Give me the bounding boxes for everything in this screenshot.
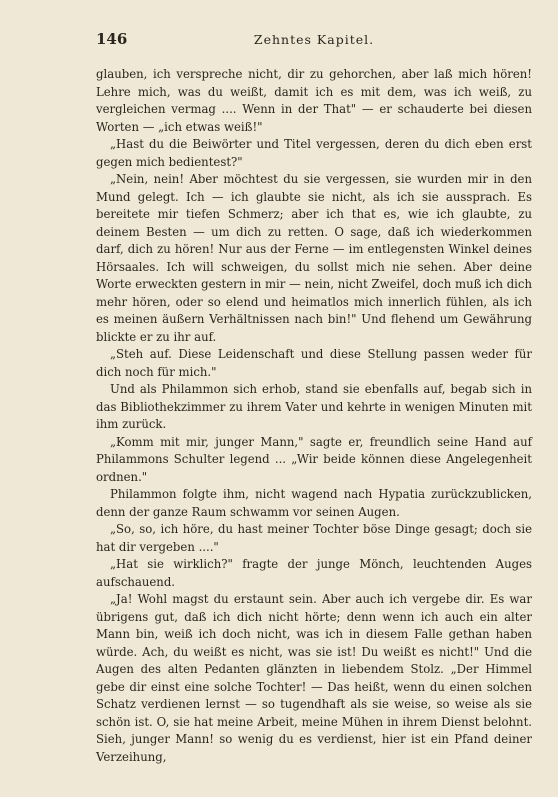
page-number: 146 — [96, 30, 128, 48]
body-text — [96, 66, 532, 766]
chapter-title: Zehntes Kapitel. — [253, 32, 375, 47]
paragraph: Und als Philammon sich erhob, stand sie ebenfalls auf, begab sich in das Bibliothekzimmer zu ihrem Vater und kehrte in wenigen Minuten mit ihm zurück. — [96, 382, 532, 431]
paragraph: „Nein, nein! Aber möchtest du sie vergessen, sie wurden mir in den Mund gelegt. Ich — ich glaubte sie nicht, als ich sie aussprach. Es bereitete mir tiefen Schmerz; aber ich that es, wie ich glaubte, zu deinem Besten — um dich zu retten. O sage, daß ich wiederkommen darf, dich zu hören! Nur aus der Ferne — im entlegensten Winkel deines Hörsaales. Ich will schweigen, du sollst mich nie sehen. Aber deine Worte erweckten gestern in mir — nein, nicht Zweifel, doch muß ich dich mehr hören, oder so elend und heimatlos mich innerlich fühlen, als ich es meinen äußern Verhältnissen nach bin!" Und flehend um Gewährung blickte er zu ihr auf. — [96, 172, 532, 344]
running-head — [96, 30, 532, 52]
paragraph: „So, so, ich höre, du hast meiner Tochter böse Dinge gesagt; doch sie hat dir vergeben ...." — [96, 522, 532, 554]
paragraph: „Steh auf. Diese Leidenschaft und diese Stellung passen weder für dich noch für mich." — [96, 347, 532, 379]
paragraph: „Hat sie wirklich?" fragte der junge Mönch, leuchtenden Auges aufschauend. — [96, 557, 532, 589]
paragraph: „Hast du die Beiwörter und Titel vergessen, deren du dich eben erst gegen mich bedientest?" — [96, 137, 532, 169]
paragraph: glauben, ich verspreche nicht, dir zu gehorchen, aber laß mich hören! Lehre mich, was du weißt, damit ich es mit dem, was ich weiß, zu vergleichen vermag .... Wenn in der That" — er schauderte bei diesen Worten — „ich etwas weiß!" — [96, 67, 532, 134]
paragraph: Philammon folgte ihm, nicht wagend nach Hypatia zurückzublicken, denn der ganze Raum schwamm vor seinen Augen. — [96, 487, 532, 519]
paragraph: „Komm mit mir, junger Mann," sagte er, freundlich seine Hand auf Philammons Schulter legend ... „Wir beide können diese Angelegenheit ordnen." — [96, 434, 532, 484]
paragraph: „Ja! Wohl magst du erstaunt sein. Aber auch ich vergebe dir. Es war übrigens gut, daß ich dich nicht hörte; denn wenn ich auch ein alter Mann bin, weiß ich doch nicht, was ich in diesem Falle gethan haben würde. Ach, du weißt es nicht, was sie ist! Du weißt es nicht!" Und die Augen des alten Pedanten glänzten in liebendem Stolz. „Der Himmel gebe dir einst eine solche Tochter! — Das heißt, wenn du einen solchen Schatz verdienen lernst — so tugendhaft als sie weise, so weise als sie schön ist. O, sie hat meine Arbeit, meine Mühen in ihrem Dienst belohnt. Sieh, junger Mann! so wenig du es verdienst, hier ist ein Pfand deiner Verzeihung, — [96, 592, 532, 764]
